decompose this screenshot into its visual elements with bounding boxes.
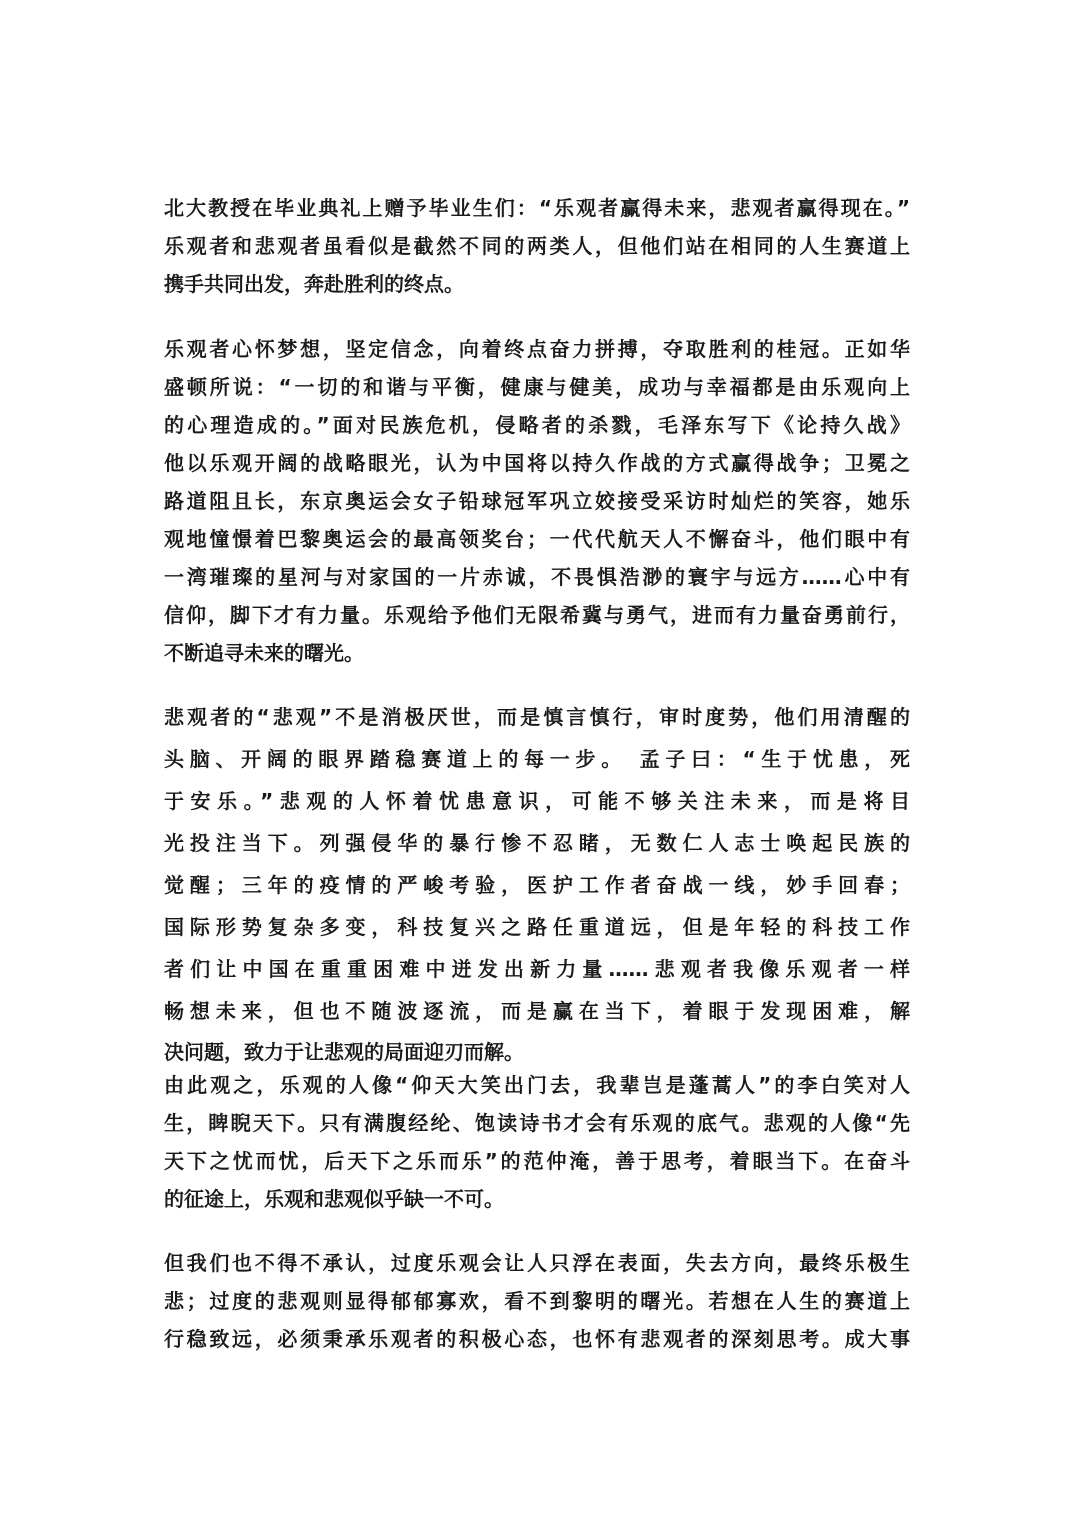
paragraph-4-line-4: 的征途上，乐观和悲观似乎缺一不可。 — [164, 1187, 504, 1211]
paragraph-4-line-2: 生，睥睨天下。只有满腹经纶、饱读诗书才会有乐观的底气。悲观的人像“先 — [164, 1111, 910, 1135]
paragraph-2-line-2: 盛顿所说：“一切的和谐与平衡，健康与健美，成功与幸福都是由乐观向上 — [164, 375, 910, 399]
paragraph-2-line-3: 的心理造成的。”面对民族危机，侵略者的杀戮，毛泽东写下《论持久战》 — [164, 413, 910, 437]
paragraph-3-line-8: 畅想未来，但也不随波逐流，而是赢在当下，着眼于发现困难，解 — [164, 999, 910, 1023]
paragraph-1-line-1: 北大教授在毕业典礼上赠予毕业生们：“乐观者赢得未来，悲观者赢得现在。” — [164, 196, 910, 220]
paragraph-3-line-3: 于安乐。”悲观的人怀着忧患意识，可能不够关注未来，而是将目 — [164, 789, 910, 813]
paragraph-2-line-8: 信仰，脚下才有力量。乐观给予他们无限希冀与勇气，进而有力量奋勇前行， — [164, 603, 910, 627]
paragraph-3-line-4: 光投注当下。列强侵华的暴行惨不忍睹，无数仁人志士唤起民族的 — [164, 831, 910, 855]
paragraph-2-line-1: 乐观者心怀梦想，坚定信念，向着终点奋力拼搏，夺取胜利的桂冠。正如华 — [164, 337, 910, 361]
paragraph-3-line-5: 觉醒；三年的疫情的严峻考验，医护工作者奋战一线，妙手回春； — [164, 873, 910, 897]
paragraph-2-line-5: 路道阻且长，东京奥运会女子铅球冠军巩立姣接受采访时灿烂的笑容，她乐 — [164, 489, 910, 513]
paragraph-2-line-9: 不断追寻未来的曙光。 — [164, 641, 364, 665]
paragraph-3-line-2: 头脑、开阔的眼界踏稳赛道上的每一步。 孟子曰：“生于忧患，死 — [164, 747, 910, 771]
paragraph-4-line-3: 天下之忧而忧，后天下之乐而乐”的范仲淹，善于思考，着眼当下。在奋斗 — [164, 1149, 910, 1173]
paragraph-1-line-2: 乐观者和悲观者虽看似是截然不同的两类人，但他们站在相同的人生赛道上 — [164, 234, 910, 258]
paragraph-3-line-7: 者们让中国在重重困难中迸发出新力量……悲观者我像乐观者一样 — [164, 957, 910, 981]
paragraph-3-line-1: 悲观者的“悲观”不是消极厌世，而是慎言慎行，审时度势，他们用清醒的 — [164, 705, 910, 729]
paragraph-4-line-1: 由此观之，乐观的人像“仰天大笑出门去，我辈岂是蓬蒿人”的李白笑对人 — [164, 1073, 910, 1097]
paragraph-2-line-4: 他以乐观开阔的战略眼光，认为中国将以持久作战的方式赢得战争；卫冕之 — [164, 451, 910, 475]
paragraph-1-line-3: 携手共同出发，奔赴胜利的终点。 — [164, 272, 464, 296]
paragraph-5-line-2: 悲；过度的悲观则显得郁郁寡欢，看不到黎明的曙光。若想在人生的赛道上 — [164, 1289, 910, 1313]
paragraph-5-line-1: 但我们也不得不承认，过度乐观会让人只浮在表面，失去方向，最终乐极生 — [164, 1251, 910, 1275]
paragraph-5-line-3: 行稳致远，必须秉承乐观者的积极心态，也怀有悲观者的深刻思考。成大事 — [164, 1327, 910, 1351]
paragraph-3-line-9: 决问题，致力于让悲观的局面迎刃而解。 — [164, 1040, 524, 1064]
paragraph-2-line-6: 观地憧憬着巴黎奥运会的最高领奖台；一代代航天人不懈奋斗，他们眼中有 — [164, 527, 910, 551]
paragraph-2-line-7: 一湾璀璨的星河与对家国的一片赤诚，不畏惧浩渺的寰宇与远方……心中有 — [164, 565, 910, 589]
paragraph-3-line-6: 国际形势复杂多变，科技复兴之路任重道远，但是年轻的科技工作 — [164, 915, 910, 939]
